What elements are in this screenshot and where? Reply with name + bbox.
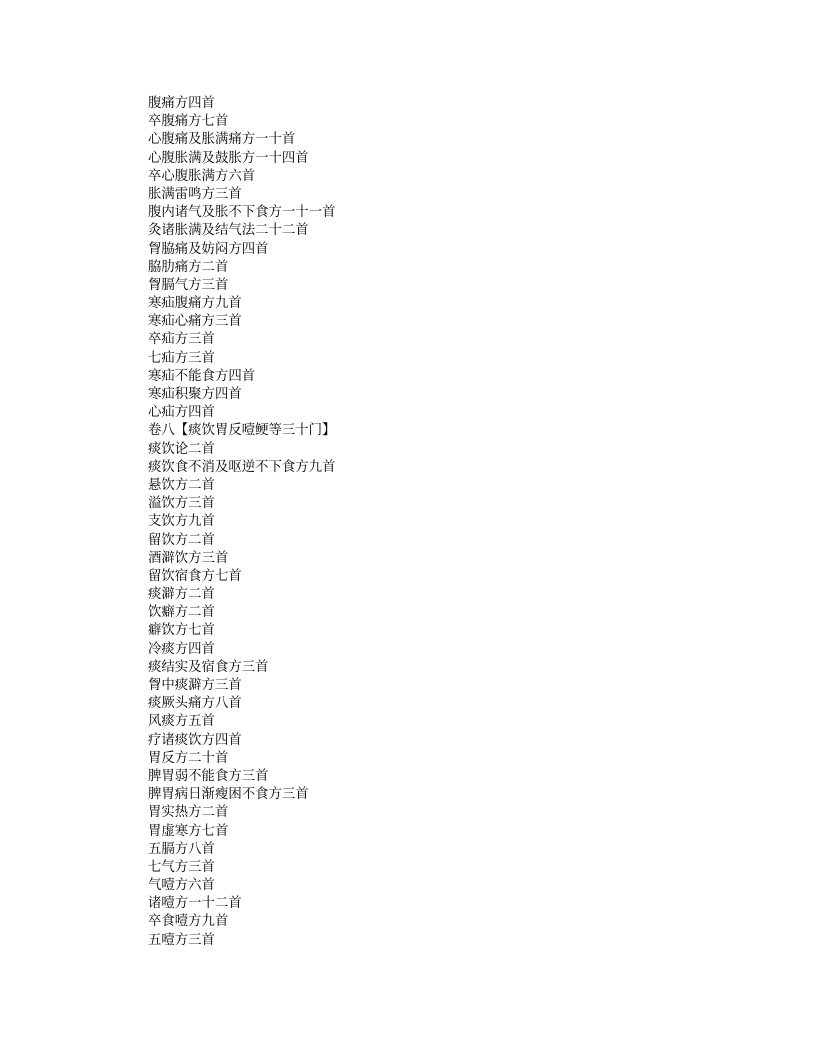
toc-line: 卒心腹胀满方六首 [148, 168, 256, 184]
toc-line: 寒疝积聚方四首 [148, 387, 242, 402]
toc-line: 留饮方二首 [148, 532, 215, 548]
toc-line: 癖饮方七首 [148, 623, 215, 639]
chapter-heading: 卷八【痰饮胃反噎鲠等三十门】 [148, 423, 336, 439]
toc-line: 腹痛方四首 [148, 96, 215, 111]
toc-line: 胃实热方二首 [148, 805, 229, 821]
toc-line: 胃反方二十首 [148, 750, 229, 766]
toc-line: 气噎方六首 [148, 878, 215, 894]
toc-line: 胷膈气方三首 [148, 277, 229, 293]
toc-line: 灸诸胀满及结气法二十二首 [148, 223, 309, 239]
toc-line: 饮癖方二首 [148, 605, 215, 621]
toc-line: 疗诸痰饮方四首 [148, 732, 242, 748]
toc-line: 寒疝不能食方四首 [148, 368, 256, 384]
toc-line: 七气方三首 [148, 859, 215, 875]
toc-line: 胀满雷鸣方三首 [148, 186, 242, 202]
toc-line: 悬饮方二首 [148, 477, 215, 493]
toc-line: 胷中痰澼方三首 [148, 678, 242, 693]
toc-line: 五膈方八首 [148, 841, 215, 857]
toc-line: 脇肋痛方二首 [148, 259, 229, 275]
toc-line: 痰结实及宿食方三首 [148, 659, 269, 675]
toc-line: 寒疝心痛方三首 [148, 314, 242, 330]
toc-line: 心疝方四首 [148, 405, 215, 421]
toc-line: 风痰方五首 [148, 714, 215, 730]
toc-line: 痰饮食不消及呕逆不下食方九首 [148, 459, 336, 475]
toc-line: 溢饮方三首 [148, 496, 215, 512]
toc-line: 卒疝方三首 [148, 332, 215, 348]
toc-line: 冷痰方四首 [148, 641, 215, 657]
toc-line: 痰厥头痛方八首 [148, 696, 242, 712]
toc-line: 脾胃弱不能食方三首 [148, 768, 269, 784]
toc-line: 七疝方三首 [148, 350, 215, 366]
toc-line: 酒澼饮方三首 [148, 550, 229, 566]
toc-line: 卒食噎方九首 [148, 914, 229, 930]
toc-line: 胃虚寒方七首 [148, 823, 229, 839]
toc-line: 诸噎方一十二首 [148, 896, 242, 912]
toc-line: 腹内诸气及胀不下食方一十一首 [148, 205, 336, 221]
toc-line: 胷脇痛及妨闷方四首 [148, 241, 269, 257]
toc-line: 心腹胀满及鼓胀方一十四首 [148, 150, 309, 166]
toc-line: 卒腹痛方七首 [148, 114, 229, 130]
toc-line: 支饮方九首 [148, 514, 215, 530]
toc-line: 痰澼方二首 [148, 587, 215, 603]
toc-line: 痰饮论二首 [148, 441, 215, 457]
table-of-contents [148, 95, 335, 950]
toc-line: 脾胃病日渐瘦困不食方三首 [148, 787, 309, 803]
toc-line: 寒疝腹痛方九首 [148, 296, 242, 312]
toc-line: 留饮宿食方七首 [148, 568, 242, 584]
toc-line: 心腹痛及胀满痛方一十首 [148, 132, 296, 148]
toc-line: 五噎方三首 [148, 932, 215, 948]
